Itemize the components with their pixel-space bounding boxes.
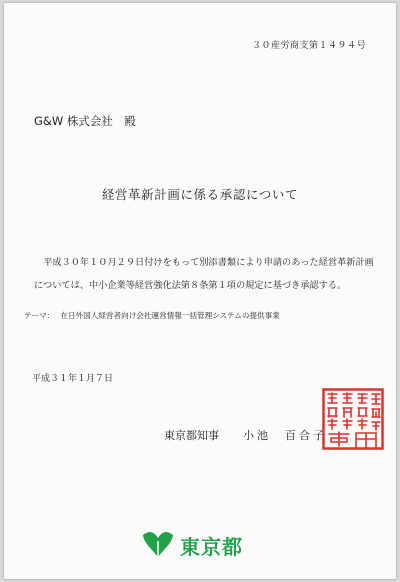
official-seal-icon — [322, 388, 384, 450]
document-title: 経営革新計画に係る承認について — [101, 187, 299, 202]
signer-name: 小池 百合子 — [243, 429, 327, 442]
logo-text: 東京都 — [180, 535, 243, 559]
tokyo-logo — [142, 529, 260, 559]
theme-text: 在日外国人経営者向け会社運営情報一括管理システムの提供事業 — [60, 311, 280, 320]
theme-line — [24, 310, 280, 321]
body-text — [34, 251, 374, 297]
document-page — [4, 3, 396, 579]
ginkgo-leaf-icon — [142, 529, 174, 559]
document-number: ３０産労商支第１４９４号 — [251, 41, 366, 51]
signer-title: 東京都知事 — [164, 429, 219, 442]
theme-label: テーマ： — [24, 311, 55, 320]
issue-date: 平成３１年１月７日 — [32, 374, 114, 384]
recipient: G&W 株式会社 殿 — [34, 114, 136, 128]
signature-block — [164, 427, 327, 443]
body-paragraph: 平成３０年１０月２９日付けをもって別添書類により申請のあった経営革新計画については、中小企業等経営強化法第８条第１項の規定に基づき承認する。 — [34, 257, 374, 291]
